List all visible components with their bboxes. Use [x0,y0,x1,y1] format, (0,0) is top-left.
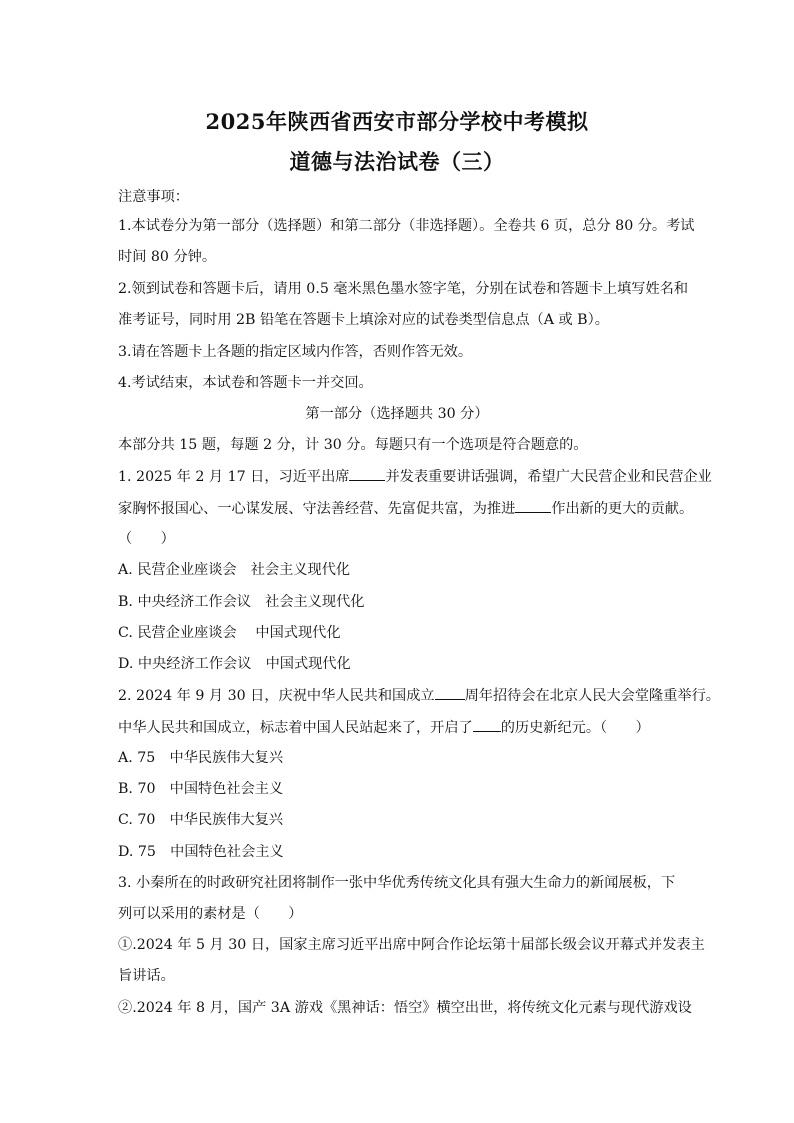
q1-answer-paren: （ ） [118,531,175,547]
part1-heading: 第一部分（选择题共 30 分） [305,406,489,422]
q1-stem-line-1 [118,466,712,487]
q1-text-d: 作出新的更大的贡献。 [551,501,694,517]
q2-text-b: 周年招待会在北京人民大会堂隆重举行。 [464,688,720,704]
part1-intro: 本部分共 15 题，每题 2 分，计 30 分。每题只有一个选项是符合题意的。 [118,437,588,453]
q1-text-b: 并发表重要讲话强调，希望广大民营企业和民营企业 [385,469,712,485]
q2-option-b: B. 70 中国特色社会主义 [118,781,284,797]
q2-stem-line-2 [118,717,678,738]
q2-option-d: D. 75 中国特色社会主义 [118,844,284,860]
q1-option-d: D. 中央经济工作会议 中国式现代化 [118,656,351,672]
q2-text-a: 2. 2024 年 9 月 30 日，庆祝中华人民共和国成立 [118,688,435,704]
q3-stem-line-1: 3. 小秦所在的时政研究社团将制作一张中华优秀传统文化具有强大生命力的新闻展板，下 [118,875,676,891]
q2-text-d: 的历史新纪元。（ ） [500,720,650,736]
q1-blank-2 [515,498,551,513]
q2-option-a: A. 75 中华民族伟大复兴 [118,750,284,766]
q3-stem-line-2: 列可以采用的素材是（ ） [118,906,303,922]
q1-blank-1 [349,466,385,481]
q2-blank-2 [473,717,501,732]
exam-subtitle: 道德与法治试卷（三） [289,149,505,174]
q1-option-b: B. 中央经济工作会议 社会主义现代化 [118,594,365,610]
q1-option-c: C. 民营企业座谈会 中国式现代化 [118,625,341,641]
q2-text-c: 中华人民共和国成立，标志着中国人民站起来了，开启了 [118,720,473,736]
q3-material-1-line-2: 旨讲话。 [118,968,175,984]
q1-text-a: 1. 2025 年 2 月 17 日，习近平出席 [118,469,350,485]
notice-item-1-line-1: 1.本试卷分为第一部分（选择题）和第二部分（非选择题）。全卷共 6 页，总分 80 分。考试 [118,218,695,234]
notice-item-2-line-2: 准考证号，同时用 2B 铅笔在答题卡上填涂对应的试卷类型信息点（A 或 B）。 [118,312,609,328]
q3-material-1-line-1: ①.2024 年 5 月 30 日，国家主席习近平出席中阿合作论坛第十届部长级会议开幕式并发表主 [118,937,705,953]
notice-item-3: 3.请在答题卡上各题的指定区域内作答，否则作答无效。 [118,344,473,360]
q1-option-a: A. 民营企业座谈会 社会主义现代化 [118,562,351,578]
exam-title: 2025年陕西省西安市部分学校中考模拟 [205,109,589,134]
notice-item-4: 4.考试结束，本试卷和答题卡一并交回。 [118,375,373,391]
q1-text-c: 家胸怀报国心、一心谋发展、守法善经营、先富促共富，为推进 [118,501,516,517]
q1-stem-line-2 [118,498,694,519]
notice-item-2-line-1: 2.领到试卷和答题卡后，请用 0.5 毫米黑色墨水签字笔，分别在试卷和答题卡上填写姓名和 [118,281,689,297]
q2-stem-line-1 [118,685,720,706]
notice-item-1-line-2: 时间 80 分钟。 [118,249,217,265]
notice-heading: 注意事项： [118,189,189,205]
q2-blank-1 [435,685,465,700]
q2-option-c: C. 70 中华民族伟大复兴 [118,812,284,828]
q3-material-2-line-1: ②.2024 年 8 月，国产 3A 游戏《黑神话：悟空》横空出世，将传统文化元素与现代游戏设 [118,1000,692,1016]
